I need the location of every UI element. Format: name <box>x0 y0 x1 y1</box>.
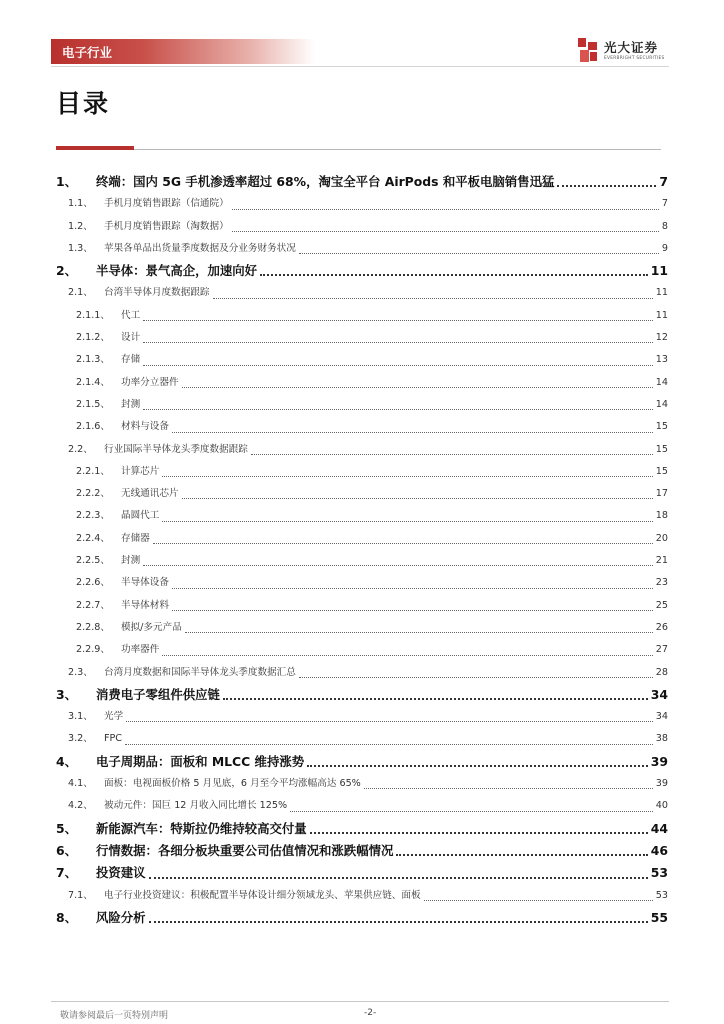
toc-entry-title: 风险分析 <box>96 909 146 925</box>
toc-entry-number: 5、 <box>56 820 78 836</box>
toc-entry[interactable] <box>56 572 668 594</box>
toc-entry-number: 2.2.2、 <box>76 488 111 500</box>
toc-entry-page: 23 <box>655 577 668 589</box>
toc-entry-page: 12 <box>655 332 668 344</box>
toc-entry[interactable] <box>56 795 668 817</box>
toc-entry-number: 2、 <box>56 263 78 279</box>
toc-entry[interactable] <box>56 885 668 907</box>
toc-entry-title: 行情数据：各细分板块重要公司估值情况和涨跌幅情况 <box>96 842 394 858</box>
toc-entry-page: 15 <box>655 421 668 433</box>
section-tag <box>51 39 315 64</box>
toc-dot-leader <box>172 610 653 611</box>
toc-entry-title: 面板：电视面板价格 5 月见底，6 月至今平均涨幅高达 65% <box>104 778 361 790</box>
table-of-contents <box>56 171 668 929</box>
toc-dot-leader <box>232 209 659 210</box>
toc-entry-page: 44 <box>650 820 668 836</box>
toc-entry[interactable] <box>56 260 668 282</box>
logo-text-cn: 光大证券 <box>604 40 659 55</box>
toc-dot-leader <box>364 788 653 789</box>
toc-entry[interactable] <box>56 862 668 884</box>
toc-entry-title: 电子行业投资建议：积极配置半导体设计细分领域龙头、苹果供应链、面板 <box>104 889 421 901</box>
toc-entry[interactable] <box>56 728 668 750</box>
toc-entry[interactable] <box>56 773 668 795</box>
toc-dot-leader <box>182 498 653 499</box>
toc-dot-leader <box>232 231 659 232</box>
toc-entry-page: 55 <box>650 909 668 925</box>
toc-entry-number: 3.1、 <box>68 711 93 723</box>
toc-entry-title: 材料与设备 <box>121 421 169 433</box>
toc-entry[interactable] <box>56 662 668 684</box>
toc-dot-leader <box>299 253 659 254</box>
toc-entry-number: 3、 <box>56 686 78 702</box>
toc-entry-page: 11 <box>655 287 668 299</box>
toc-dot-leader <box>125 744 653 745</box>
toc-entry-page: 11 <box>655 309 668 321</box>
toc-dot-leader <box>299 677 653 678</box>
toc-entry-number: 2.2.7、 <box>76 599 111 611</box>
toc-entry-page: 25 <box>655 599 668 611</box>
toc-entry-number: 6、 <box>56 842 78 858</box>
toc-dot-leader <box>223 698 648 700</box>
toc-entry-page: 46 <box>650 842 668 858</box>
header-rule <box>51 66 669 67</box>
title-rule <box>56 149 661 150</box>
toc-entry-title: 消费电子零组件供应链 <box>96 686 220 702</box>
toc-entry[interactable] <box>56 238 668 260</box>
toc-entry-page: 7 <box>661 198 668 210</box>
toc-entry-title: 半导体：景气高企，加速向好 <box>96 263 258 279</box>
toc-entry-page: 13 <box>655 354 668 366</box>
title-accent-bar <box>56 146 134 150</box>
toc-entry-title: 模拟/多元产品 <box>121 621 182 633</box>
logo-text-en: EVERBRIGHT SECURITIES <box>604 56 665 61</box>
toc-entry-title: 终端：国内 5G 手机渗透率超过 68%，淘宝全平台 AirPods 和平板电脑销售迅猛 <box>96 174 555 189</box>
toc-entry-page: 14 <box>655 398 668 410</box>
toc-entry-title: 半导体设备 <box>121 577 169 589</box>
toc-entry[interactable] <box>56 216 668 238</box>
toc-entry[interactable] <box>56 439 668 461</box>
toc-entry-number: 2.1.3、 <box>76 354 111 366</box>
toc-entry-title: 封测 <box>121 398 141 410</box>
toc-entry-number: 1、 <box>56 174 78 189</box>
section-tag-label: 电子行业 <box>62 45 113 60</box>
toc-entry-number: 2.1、 <box>68 287 93 299</box>
toc-entry[interactable] <box>56 550 668 572</box>
toc-entry[interactable] <box>56 461 668 483</box>
toc-entry-number: 2.1.4、 <box>76 376 111 388</box>
toc-entry-number: 3.2、 <box>68 733 93 745</box>
toc-entry-number: 2.2.3、 <box>76 510 111 522</box>
toc-entry-title: 设计 <box>121 332 141 344</box>
toc-entry-page: 53 <box>655 889 668 901</box>
toc-dot-leader <box>143 320 653 321</box>
toc-dot-leader <box>260 274 648 276</box>
toc-entry-title: 新能源汽车：特斯拉仍维持较高交付量 <box>96 820 307 836</box>
toc-entry[interactable] <box>56 617 668 639</box>
toc-entry-title: 封测 <box>121 555 141 567</box>
toc-dot-leader <box>182 387 653 388</box>
company-logo <box>577 35 672 65</box>
toc-entry[interactable] <box>56 595 668 617</box>
toc-entry-number: 2.2、 <box>68 443 93 455</box>
toc-entry[interactable] <box>56 528 668 550</box>
toc-entry[interactable] <box>56 327 668 349</box>
toc-entry-page: 27 <box>655 644 668 656</box>
toc-entry-page: 39 <box>655 778 668 790</box>
toc-entry-title: 存储 <box>121 354 141 366</box>
toc-entry-page: 28 <box>655 666 668 678</box>
toc-dot-leader <box>162 476 652 477</box>
toc-dot-leader <box>307 765 648 767</box>
toc-entry[interactable] <box>56 282 668 304</box>
toc-entry-title: 功率分立器件 <box>121 376 179 388</box>
toc-entry-page: 9 <box>661 242 668 254</box>
toc-entry[interactable] <box>56 394 668 416</box>
toc-entry-page: 39 <box>650 753 668 769</box>
toc-dot-leader <box>557 185 656 187</box>
toc-entry[interactable] <box>56 171 668 193</box>
toc-entry-page: 21 <box>655 555 668 567</box>
toc-entry-number: 1.3、 <box>68 242 93 254</box>
toc-entry-number: 2.1.5、 <box>76 398 111 410</box>
toc-dot-leader <box>126 721 653 722</box>
toc-entry-number: 4.1、 <box>68 778 93 790</box>
toc-entry-title: 台湾半导体月度数据跟踪 <box>104 287 210 299</box>
toc-entry-title: 电子周期品：面板和 MLCC 维持涨势 <box>96 753 305 769</box>
toc-entry-number: 2.2.6、 <box>76 577 111 589</box>
toc-entry-title: 投资建议 <box>96 865 146 881</box>
footer-rule <box>51 1001 669 1002</box>
footer-disclaimer: 敬请参阅最后一页特别声明 <box>60 1011 169 1021</box>
toc-entry-page: 38 <box>655 733 668 745</box>
toc-entry-page: 17 <box>655 488 668 500</box>
toc-entry-number: 4.2、 <box>68 800 93 812</box>
toc-entry[interactable] <box>56 818 668 840</box>
toc-dot-leader <box>149 921 648 923</box>
toc-entry-number: 2.2.5、 <box>76 555 111 567</box>
toc-entry-number: 8、 <box>56 909 78 925</box>
toc-dot-leader <box>251 454 653 455</box>
toc-entry-title: 台湾月度数据和国际半导体龙头季度数据汇总 <box>104 666 296 678</box>
toc-entry-number: 2.2.1、 <box>76 465 111 477</box>
toc-dot-leader <box>143 409 653 410</box>
toc-entry-number: 2.2.9、 <box>76 644 111 656</box>
footer-page-number: -2- <box>364 1008 377 1018</box>
toc-entry-title: 代工 <box>121 309 141 321</box>
toc-entry-number: 2.1.6、 <box>76 421 111 433</box>
toc-entry-page: 8 <box>661 220 668 232</box>
toc-entry[interactable] <box>56 349 668 371</box>
toc-entry-page: 14 <box>655 376 668 388</box>
toc-entry-title: 手机月度销售跟踪（信通院） <box>104 198 229 210</box>
logo-mark-icon <box>577 37 599 63</box>
toc-entry-page: 34 <box>655 711 668 723</box>
toc-dot-leader <box>185 632 653 633</box>
toc-entry[interactable] <box>56 416 668 438</box>
toc-entry-page: 11 <box>650 263 668 279</box>
toc-entry-page: 20 <box>655 532 668 544</box>
toc-entry-title: 无线通讯芯片 <box>121 488 179 500</box>
toc-entry[interactable] <box>56 840 668 862</box>
toc-entry-number: 2.1.1、 <box>76 309 111 321</box>
toc-dot-leader <box>172 432 653 433</box>
toc-entry-title: 被动元件：国巨 12 月收入同比增长 125% <box>104 800 288 812</box>
toc-entry-page: 18 <box>655 510 668 522</box>
toc-dot-leader <box>143 342 653 343</box>
toc-entry[interactable] <box>56 305 668 327</box>
toc-entry-page: 53 <box>650 865 668 881</box>
toc-dot-leader <box>153 543 653 544</box>
toc-entry-title: 半导体材料 <box>121 599 169 611</box>
toc-entry-title: 苹果各单品出货量季度数据及分业务财务状况 <box>104 242 296 254</box>
toc-dot-leader <box>290 811 653 812</box>
toc-entry-number: 2.1.2、 <box>76 332 111 344</box>
page-title: 目录 <box>56 89 111 118</box>
toc-entry-title: 晶圆代工 <box>121 510 160 522</box>
toc-dot-leader <box>213 298 653 299</box>
toc-entry-number: 4、 <box>56 753 78 769</box>
toc-dot-leader <box>162 521 652 522</box>
toc-entry-number: 2.3、 <box>68 666 93 678</box>
toc-entry-number: 7.1、 <box>68 889 93 901</box>
toc-entry-number: 1.2、 <box>68 220 93 232</box>
toc-entry-title: 功率器件 <box>121 644 160 656</box>
toc-dot-leader <box>310 832 648 834</box>
toc-entry-title: 行业国际半导体龙头季度数据跟踪 <box>104 443 248 455</box>
toc-entry[interactable] <box>56 907 668 929</box>
toc-entry-page: 7 <box>659 174 668 189</box>
toc-entry[interactable] <box>56 505 668 527</box>
toc-dot-leader <box>162 655 652 656</box>
toc-dot-leader <box>149 877 648 879</box>
toc-entry-page: 34 <box>650 686 668 702</box>
toc-entry-page: 15 <box>655 465 668 477</box>
toc-entry[interactable] <box>56 193 668 215</box>
toc-entry[interactable] <box>56 639 668 661</box>
toc-dot-leader <box>172 588 653 589</box>
toc-entry-page: 26 <box>655 621 668 633</box>
toc-entry-title: 计算芯片 <box>121 465 160 477</box>
toc-entry[interactable] <box>56 706 668 728</box>
toc-entry-title: FPC <box>104 733 123 745</box>
toc-entry-title: 光学 <box>104 711 124 723</box>
toc-dot-leader <box>396 854 647 856</box>
toc-entry-number: 7、 <box>56 865 78 881</box>
toc-dot-leader <box>143 565 653 566</box>
toc-dot-leader <box>143 365 653 366</box>
toc-dot-leader <box>424 900 653 901</box>
toc-entry-title: 存储器 <box>121 532 150 544</box>
toc-entry[interactable] <box>56 483 668 505</box>
toc-entry-number: 2.2.4、 <box>76 532 111 544</box>
toc-entry-title: 手机月度销售跟踪（淘数据） <box>104 220 229 232</box>
toc-entry-page: 15 <box>655 443 668 455</box>
toc-entry-page: 40 <box>655 800 668 812</box>
toc-entry-number: 2.2.8、 <box>76 621 111 633</box>
toc-entry[interactable] <box>56 751 668 773</box>
toc-entry-number: 1.1、 <box>68 198 93 210</box>
toc-entry[interactable] <box>56 684 668 706</box>
toc-entry[interactable] <box>56 372 668 394</box>
